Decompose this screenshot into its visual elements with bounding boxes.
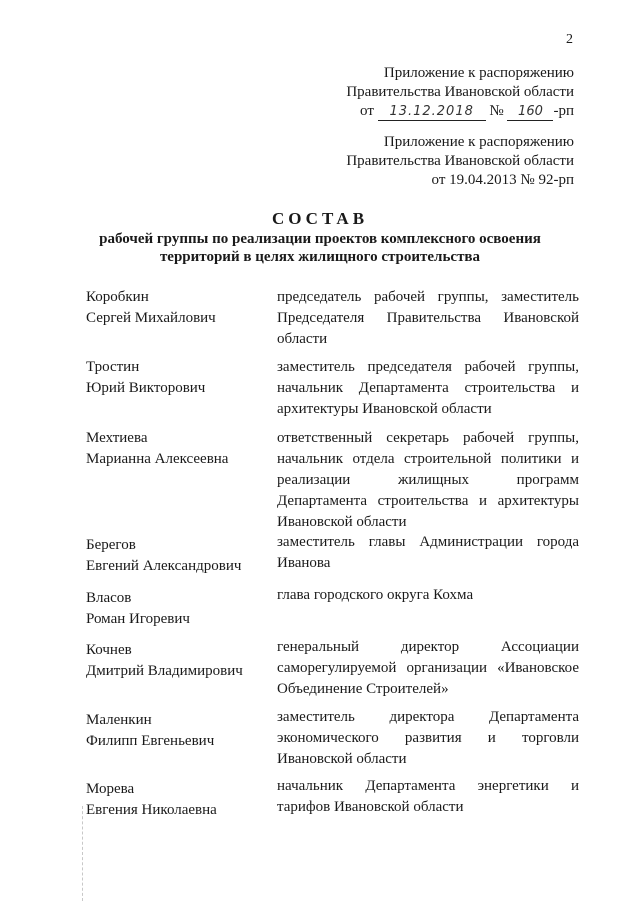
scan-margin-line (82, 806, 84, 901)
member-given-name: Филипп Евгеньевич (86, 733, 215, 749)
handwritten-date: 13.12.2018 (378, 104, 486, 121)
appendix-line-3: от 19.04.2013 № 92-рп (431, 172, 574, 188)
member-name (86, 710, 276, 752)
member-name (86, 640, 276, 682)
from-label: от (360, 103, 374, 119)
member-given-name: Евгений Александрович (86, 558, 242, 574)
member-name (86, 428, 276, 470)
member-name (86, 535, 276, 577)
member-given-name: Марианна Алексеевна (86, 451, 229, 467)
appendix-header-original (346, 133, 574, 190)
member-given-name: Дмитрий Владимирович (86, 663, 243, 679)
number-suffix: -рп (553, 103, 574, 119)
subtitle-line-1: рабочей группы по реализации проектов комплексного освоения (99, 231, 541, 247)
member-surname: Мехтиева (86, 430, 148, 446)
member-position: заместитель директора Департамента экономического развития и торговли Ивановской области (277, 709, 579, 767)
member-position: заместитель председателя рабочей группы, начальник Департамента строительства и архитектуры Ивановской области (277, 359, 579, 417)
appendix-line-2: Правительства Ивановской области (346, 84, 574, 100)
member-surname: Морева (86, 781, 135, 797)
appendix-line-2: Правительства Ивановской области (346, 153, 574, 169)
member-name (86, 588, 276, 630)
member-position: заместитель главы Администрации города Иванова (277, 534, 579, 571)
appendix-line-1: Приложение к распоряжению (383, 65, 574, 81)
member-surname: Власов (86, 590, 132, 606)
appendix-header-current (346, 64, 574, 121)
member-surname: Маленкин (86, 712, 152, 728)
appendix-date-line (346, 102, 574, 121)
handwritten-number: 160 (507, 104, 553, 121)
member-given-name: Роман Игоревич (86, 611, 190, 627)
appendix-line-1: Приложение к распоряжению (383, 134, 574, 150)
member-position: ответственный секретарь рабочей группы, начальник отдела строительной политики и реализации жилищных программ Департамента строительства и архитектуры Ивановской области (277, 430, 579, 530)
number-label: № (489, 103, 504, 119)
member-name (86, 287, 276, 329)
document-subtitle (60, 230, 580, 266)
member-given-name: Сергей Михайлович (86, 310, 216, 326)
member-position: генеральный директор Ассоциации саморегулируемой организации «Ивановское Объединение Строителей» (277, 639, 579, 697)
member-position: начальник Департамента энергетики и тарифов Ивановской области (277, 778, 579, 815)
member-surname: Берегов (86, 537, 136, 553)
member-position: глава городского округа Кохма (277, 587, 474, 603)
member-surname: Кочнев (86, 642, 132, 658)
member-surname: Тростин (86, 359, 140, 375)
document-title: СОСТАВ (271, 209, 369, 228)
member-surname: Коробкин (86, 289, 149, 305)
subtitle-line-2: территорий в целях жилищного строительства (159, 249, 481, 265)
member-given-name: Юрий Викторович (86, 380, 206, 396)
member-name (86, 357, 276, 399)
member-name (86, 779, 276, 821)
member-position: председатель рабочей группы, заместитель Председателя Правительства Ивановской области (277, 289, 579, 347)
member-given-name: Евгения Николаевна (86, 802, 217, 818)
page-number: 2 (566, 32, 573, 47)
